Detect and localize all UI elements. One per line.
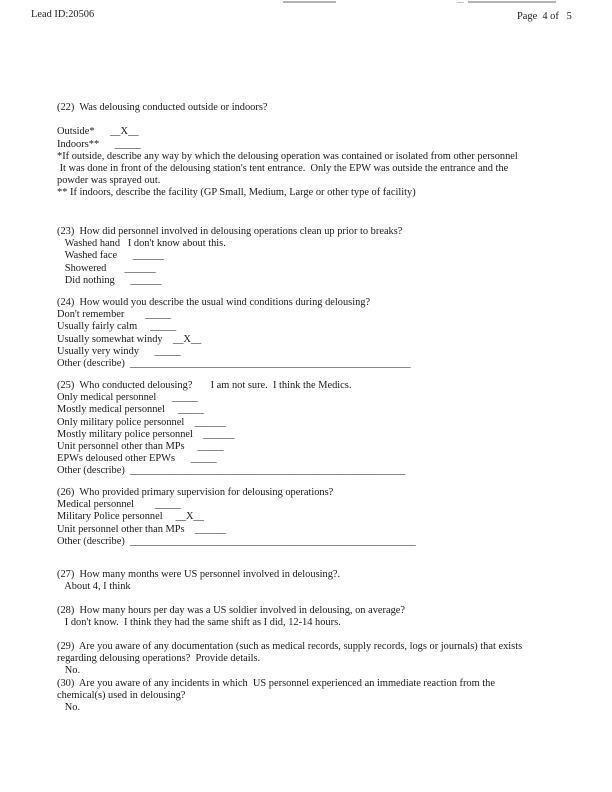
option-outside: Outside* __X__ (57, 126, 139, 138)
question-29-30-block (57, 641, 602, 714)
question-30-text-2: chemical(s) used in delousing? (57, 689, 186, 701)
option-showered: Showered ______ (57, 262, 156, 274)
question-24-text: (24) How would you describe the usual wind conditions during delousing? (57, 297, 371, 308)
question-22-block (57, 102, 602, 200)
option-somewhat-windy: Usually somewhat windy __X__ (57, 333, 202, 345)
option-only-medical: Only medical personnel _____ (57, 392, 198, 404)
question-29-text-1: (29) Are you aware of any documentation (such as medical records, supply records, logs or journals) that exists (57, 641, 523, 652)
question-28-text: (28) How many hours per day was a US soldier involved in delousing, on average? (57, 605, 406, 616)
top-edge-artifact-left (283, 1, 336, 3)
question-26-text: (26) Who provided primary supervision for delousing operations? (57, 487, 334, 498)
option-fairly-calm: Usually fairly calm _____ (57, 321, 177, 333)
question-25-text: (25) Who conducted delousing? I am not sure. I think the Medics. (57, 380, 352, 391)
answer-30: No. (57, 701, 81, 713)
question-30-text-1: (30) Are you aware of any incidents in which US personnel experienced an immediate reaction from the (57, 677, 495, 689)
lead-id: Lead ID:20506 (31, 9, 95, 20)
question-24-block (57, 297, 602, 370)
answer-22-line-2: powder was sprayed out. (57, 175, 161, 187)
answer-27: About 4, I think (57, 581, 131, 593)
option-did-nothing: Did nothing ______ (57, 274, 162, 286)
option-indoors: Indoors** _____ (57, 138, 141, 150)
question-27-text: (27) How many months were US personnel involved in delousing?. (57, 569, 341, 580)
option-mostly-mp: Mostly military police personnel ______ (57, 428, 235, 440)
blank-line (57, 114, 602, 126)
question-28-block (57, 605, 602, 629)
option-epws: EPWs deloused other EPWs _____ (57, 453, 217, 465)
option-washed-face: Washed face ______ (57, 250, 164, 262)
question-22-text: (22) Was delousing conducted outside or indoors? (57, 102, 268, 113)
option-military-police: Military Police personnel __X__ (57, 511, 204, 523)
top-edge-artifact-right (468, 1, 556, 3)
option-unit-other-mps: Unit personnel other than MPs ______ (57, 523, 227, 535)
option-only-mp: Only military police personnel ______ (57, 416, 226, 428)
answer-29: No. (57, 665, 81, 677)
question-29-text-2: regarding delousing operations? Provide details. (57, 653, 261, 665)
question-25-block (57, 380, 602, 478)
answer-28: I don't know. I think they had the same shift as I did, 12-14 hours. (57, 617, 341, 629)
option-dont-remember: Don't remember _____ (57, 309, 172, 321)
option-unit-personnel: Unit personnel other than MPs _____ (57, 440, 224, 452)
footnote-indoors: ** If indoors, describe the facility (GP Small, Medium, Large or other type of facility) (57, 187, 416, 199)
option-other-26: Other (describe) _______________________________________________________ (57, 535, 416, 547)
option-washed-hand: Washed hand I don't know about this. (57, 238, 226, 250)
option-other-25: Other (describe) _____________________________________________________ (57, 465, 406, 477)
option-mostly-medical: Mostly medical personnel _____ (57, 404, 204, 416)
answer-22-line-1: It was done in front of the delousing station's tent entrance. Only the EPW was outside the entrance and the (57, 162, 509, 174)
question-26-block (57, 487, 602, 548)
option-medical-personnel: Medical personnel _____ (57, 499, 181, 511)
question-23-text: (23) How did personnel involved in delousing operations clean up prior to breaks? (57, 226, 403, 237)
option-other-24: Other (describe) ______________________________________________________ (57, 357, 411, 369)
top-edge-artifact-dash (457, 2, 464, 3)
option-very-windy: Usually very windy _____ (57, 345, 181, 357)
page-number: Page 4 of 5 (517, 11, 572, 22)
footnote-outside: *If outside, describe any way by which the delousing operation was contained or isolated from other personnel (57, 150, 518, 162)
question-27-block (57, 569, 602, 593)
question-23-block (57, 226, 602, 287)
